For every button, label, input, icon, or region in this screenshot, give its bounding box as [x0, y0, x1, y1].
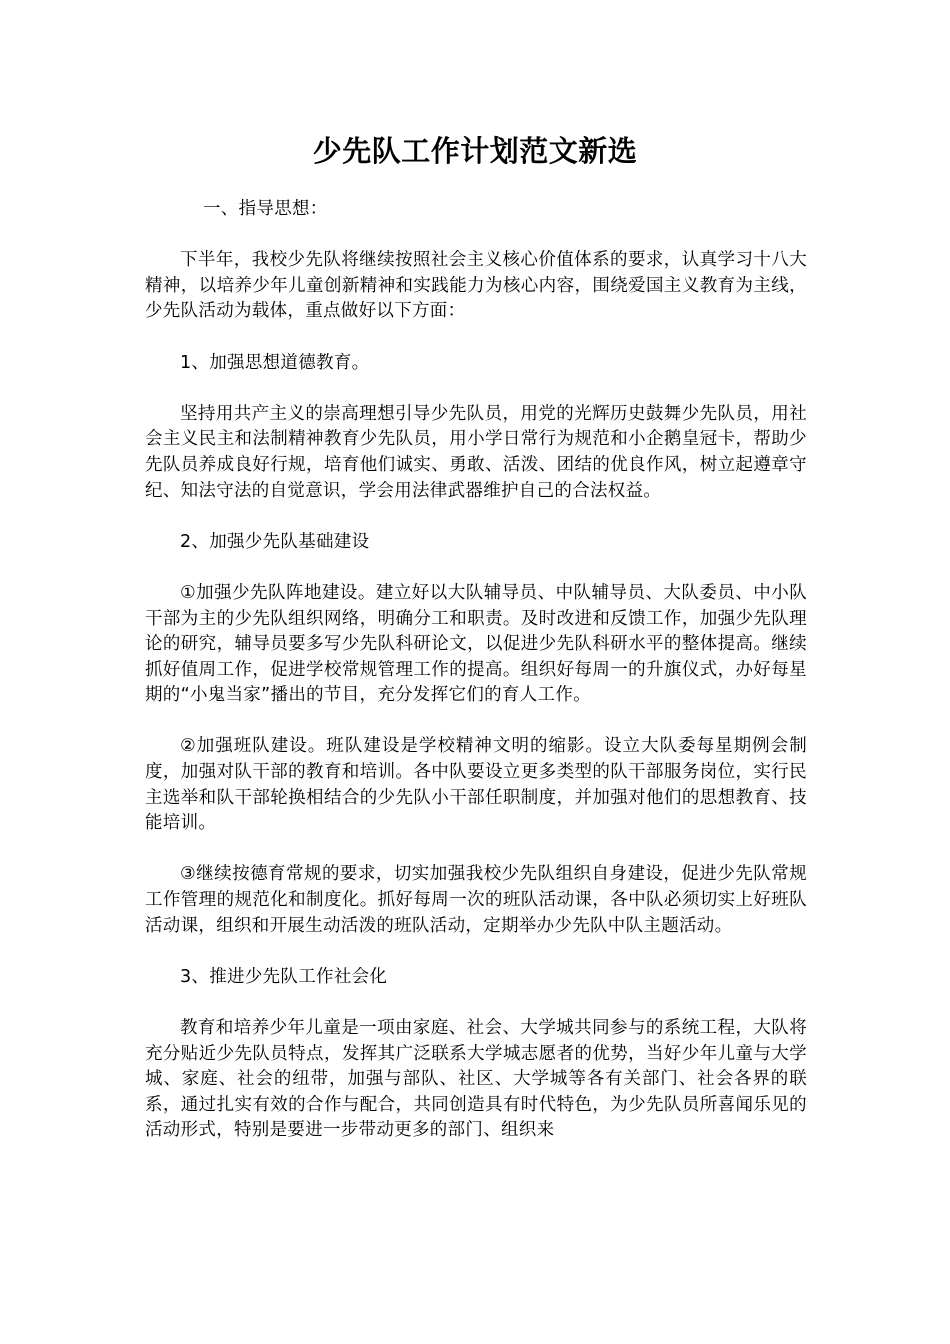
- subheading-basic-construction: 2、加强少先队基础建设: [180, 531, 370, 552]
- section-heading-guiding-thought: 一、指导思想：: [203, 199, 328, 219]
- paragraph-gap: [145, 504, 807, 530]
- paragraph-moral-routine: ③继续按德育常规的要求，切实加强我校少先队组织自身建设，促进少先队常规工作管理的规范化和制度化。抓好每周一次的班队活动课，各中队必须切实上好班队活动课，组织和开展生动活泼的班队活动，定期举办少先队中队主题活动。: [145, 864, 807, 936]
- subheading-socialization: 3、推进少先队工作社会化: [180, 966, 388, 987]
- document-title: 少先队工作计划范文新选: [312, 134, 638, 168]
- paragraph-gap: [145, 555, 807, 581]
- document-body: [145, 197, 807, 1144]
- paragraph-gap: [145, 325, 807, 351]
- paragraph-gap: [145, 837, 807, 863]
- paragraph-gap: [145, 939, 807, 965]
- paragraph-gap: [145, 990, 807, 1016]
- paragraph-socialization: 教育和培养少年儿童是一项由家庭、社会、大学城共同参与的系统工程，大队将充分贴近少先队员特点，发挥其广泛联系大学城志愿者的优势，当好少年儿童与大学城、家庭、社会的纽带，加强与部队、社区、大学城等各有关部门、社会各界的联系，通过扎实有效的合作与配合，共同创造具有时代特色，为少先队员所喜闻乐见的活动形式，特别是要进一步带动更多的部门、组织来: [145, 1018, 807, 1141]
- paragraph-gap: [145, 223, 807, 249]
- paragraph-intro: 下半年，我校少先队将继续按照社会主义核心价值体系的要求，认真学习十八大精神，以培养少年儿童创新精神和实践能力为核心内容，围绕爱国主义教育为主线，少先队活动为载体，重点做好以下方面：: [145, 250, 807, 322]
- paragraph-moral-education: 坚持用共产主义的崇高理想引导少先队员，用党的光辉历史鼓舞少先队员，用社会主义民主和法制精神教育少先队员，用小学日常行为规范和小企鹅皇冠卡，帮助少先队员养成良好行规，培育他们诚实、勇敢、活泼、团结的优良作风，树立起遵章守纪、知法守法的自觉意识，学会用法律武器维护自己的合法权益。: [145, 403, 807, 501]
- subheading-moral-education: 1、加强思想道德教育。: [180, 352, 370, 373]
- paragraph-gap: [145, 709, 807, 735]
- paragraph-gap: [145, 376, 807, 402]
- paragraph-position-construction: ①加强少先队阵地建设。建立好以大队辅导员、中队辅导员、大队委员、中小队干部为主的少先队组织网络，明确分工和职责。及时改进和反馈工作，加强少先队理论的研究，辅导员要多写少先队科研论文，以促进少先队科研水平的整体提高。继续抓好值周工作，促进学校常规管理工作的提高。组织好每周一的升旗仪式，办好每星期的“小鬼当家”播出的节目，充分发挥它们的育人工作。: [145, 582, 807, 706]
- paragraph-class-team-construction: ②加强班队建设。班队建设是学校精神文明的缩影。设立大队委每星期例会制度，加强对队干部的教育和培训。各中队要设立更多类型的队干部服务岗位，实行民主选举和队干部轮换相结合的少先队小干部任职制度，并加强对他们的思想教育、技能培训。: [145, 736, 807, 834]
